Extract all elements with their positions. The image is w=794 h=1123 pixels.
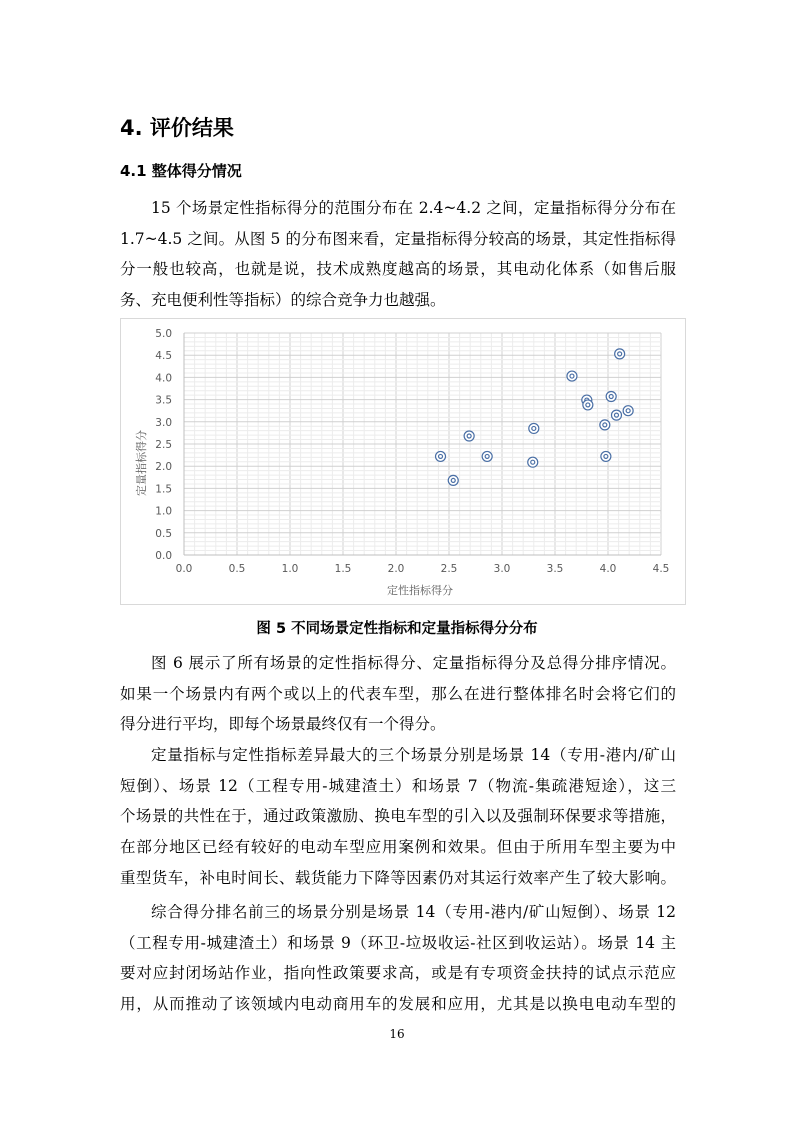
paragraph-line: 务、充电便利性等指标）的综合竞争力也越强。: [120, 291, 446, 310]
y-tick-label: 1.5: [155, 483, 172, 496]
y-tick-label: 4.0: [155, 372, 172, 385]
data-point-ring: [528, 457, 538, 467]
x-tick-label: 3.5: [546, 563, 564, 575]
x-tick-label: 0.0: [175, 563, 193, 575]
y-tick-label: 4.5: [155, 350, 172, 363]
data-point-ring: [583, 400, 593, 410]
x-tick-label: 2.0: [387, 563, 405, 575]
paragraph-line: 15 个场景定性指标得分的范围分布在 2.4~4.2 之间，定量指标得分分布在: [151, 199, 676, 217]
data-point: [567, 371, 577, 381]
paragraph-line: 如果一个场景内有两个或以上的代表车型，那么在进行整体排名时会将它们的: [120, 684, 676, 703]
y-tick-label: 2.0: [155, 461, 172, 474]
data-point: [528, 457, 538, 467]
data-point: [615, 349, 625, 359]
data-point: [436, 451, 446, 461]
paragraph-3: [120, 740, 676, 893]
x-axis-label: 定性指标得分: [387, 584, 453, 597]
paragraph-4: [120, 897, 676, 1020]
data-point-ring: [611, 410, 621, 420]
paragraph-line: 图 6 展示了所有场景的定性指标得分、定量指标得分及总得分排序情况。: [151, 654, 676, 672]
y-tick-label: 2.5: [155, 439, 172, 451]
data-point: [606, 391, 616, 401]
figure-caption: 图 5 不同场景定性指标和定量指标得分分布: [256, 621, 538, 637]
data-point-ring: [436, 451, 446, 461]
data-point-ring: [601, 451, 611, 461]
data-point: [529, 423, 539, 433]
y-tick-label: 3.5: [155, 394, 172, 407]
paragraph-line: （工程专用-城建渣土）和场景 9（环卫-垃圾收运-社区到收运站）。场景 14 主: [120, 933, 676, 952]
x-tick-label: 1.5: [334, 563, 352, 575]
data-point-ring: [623, 406, 633, 416]
data-point-ring: [482, 451, 492, 461]
data-point: [600, 420, 610, 430]
y-tick-label: 5.0: [155, 328, 172, 340]
y-tick-label: 1.0: [155, 505, 172, 518]
section-heading: 4. 评价结果: [120, 116, 234, 140]
paragraph-line: 综合得分排名前三的场景分别是场景 14（专用-港内/矿山短倒）、场景 12: [151, 903, 676, 921]
y-tick-label: 0.5: [155, 527, 172, 540]
data-point-ring: [615, 349, 625, 359]
data-point: [623, 406, 633, 416]
paragraph-line: 要对应封闭场站作业，指向性政策要求高，或是有专项资金扶持的试点示范应: [120, 964, 676, 983]
data-point: [448, 475, 458, 485]
data-point-ring: [464, 431, 474, 441]
data-point: [482, 451, 492, 461]
paragraph-line: 短倒）、场景 12（工程专用-城建渣土）和场景 7（物流-集疏港短途），这三: [120, 776, 676, 795]
paragraph-line: 得分进行平均，即每个场景最终仅有一个得分。: [120, 715, 446, 734]
paragraph-line: 个场景的共性在于，通过政策激励、换电车型的引入以及强制环保要求等措施，: [120, 807, 676, 826]
x-tick-label: 3.0: [493, 563, 511, 575]
paragraph-line: 1.7~4.5 之间。从图 5 的分布图来看，定量指标得分较高的场景，其定性指标得: [120, 229, 676, 248]
paragraph-2: [120, 648, 676, 740]
subsection-heading: 4.1 整体得分情况: [120, 162, 242, 180]
paragraph-line: 重型货车，补电时间长、载货能力下降等因素仍对其运行效率产生了较大影响。: [120, 868, 676, 887]
paragraph-line: 在部分地区已经有较好的电动车型应用案例和效果。但由于所用车型主要为中: [120, 838, 676, 857]
scatter-chart: [120, 318, 686, 605]
data-point: [583, 400, 593, 410]
page-number: 16: [389, 1027, 405, 1041]
y-axis-label: 定量指标得分: [135, 430, 148, 496]
paragraph-line: 定量指标与定性指标差异最大的三个场景分别是场景 14（专用-港内/矿山: [151, 746, 676, 764]
data-point: [611, 410, 621, 420]
data-point: [601, 451, 611, 461]
x-tick-label: 4.0: [599, 563, 617, 575]
x-tick-label: 0.5: [228, 563, 246, 575]
y-tick-label: 0.0: [155, 550, 172, 562]
data-point-ring: [600, 420, 610, 430]
paragraph-line: 用，从而推动了该领域内电动商用车的发展和应用，尤其是以换电电动车型的: [120, 995, 676, 1014]
y-tick-label: 3.0: [155, 416, 172, 429]
data-point-ring: [529, 423, 539, 433]
x-tick-label: 4.5: [652, 563, 670, 575]
paragraph-line: 分一般也较高，也就是说，技术成熟度越高的场景，其电动化体系（如售后服: [120, 260, 676, 279]
data-point-ring: [448, 475, 458, 485]
data-point: [464, 431, 474, 441]
chart-svg: [121, 319, 685, 604]
data-point-ring: [606, 391, 616, 401]
x-tick-label: 2.5: [440, 563, 458, 575]
data-point-ring: [567, 371, 577, 381]
paragraph-1: [120, 193, 676, 316]
x-tick-label: 1.0: [281, 563, 299, 575]
